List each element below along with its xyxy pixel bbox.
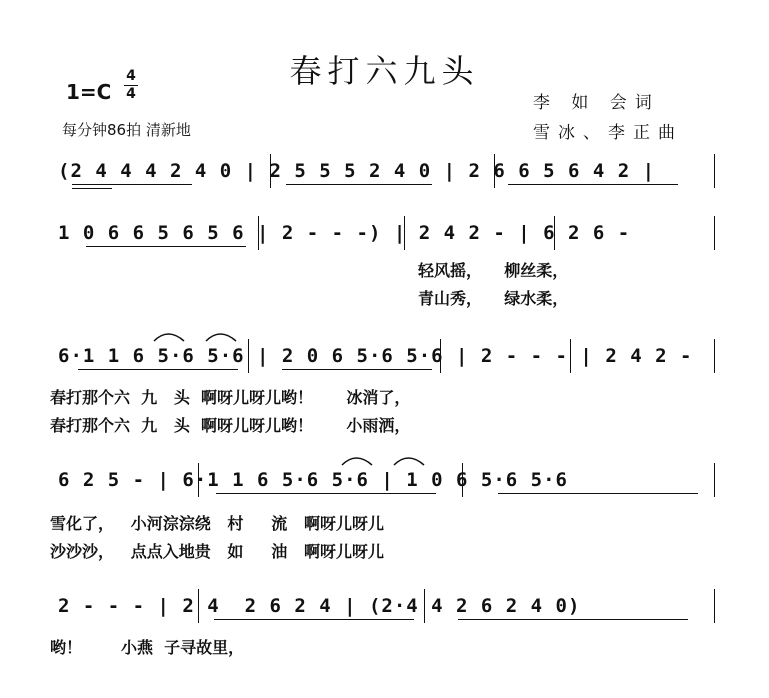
time-signature-top: 4	[126, 68, 136, 84]
barline	[714, 463, 715, 497]
underline	[286, 184, 432, 185]
underline	[216, 493, 436, 494]
notation-line: 1 0 6 6 5 6 5 6 | 2 - - -) | 2 4 2 - | 6 2 6 -	[58, 222, 631, 244]
underline	[86, 246, 246, 247]
barline	[462, 463, 463, 497]
barline	[258, 216, 259, 250]
lyric-verse-2: 春打那个六 九 头 啊呀儿呀儿哟！ 小雨洒，	[50, 416, 411, 435]
time-signature	[124, 68, 138, 103]
barline	[570, 339, 571, 373]
lyricist-credit: 李 如 会词	[533, 93, 660, 113]
barline	[404, 216, 405, 250]
barline	[714, 216, 715, 250]
score-row-4	[50, 469, 718, 561]
underline	[72, 184, 192, 185]
underline	[508, 184, 678, 185]
barline	[714, 339, 715, 373]
notation-line: 6·1 1 6 5·6 5·6 | 2 0 6 5·6 5·6 | 2 - - - | 2 4 2 -	[58, 345, 693, 367]
lyric-verse-1: 哟！ 小燕 子寻故里，	[50, 638, 245, 657]
notation-line: (2 4 4 4 2 4 0 | 2 5 5 5 2 4 0 | 2 6 6 5 6 4 2 |	[58, 160, 656, 182]
barline	[424, 589, 425, 623]
lyric-verse-2: 青山秀， 绿水柔，	[418, 289, 569, 308]
key-signature: 1=C	[66, 80, 112, 104]
lyric-verse-2: 沙沙沙， 点点入地贵 如 油 啊呀儿呀儿	[50, 542, 384, 561]
barline	[198, 463, 199, 497]
slur-marks	[150, 327, 270, 343]
barline	[270, 154, 271, 188]
lyric-verse-1: 雪化了， 小河淙淙绕 村 流 啊呀儿呀儿	[50, 514, 384, 533]
tempo-marking: 每分钟86拍 清新地	[62, 121, 191, 139]
barline	[494, 154, 495, 188]
score-row-3	[50, 345, 718, 435]
notation-line: 2 - - - | 2 4 2 6 2 4 | (2·4 4 2 6 2 4 0)	[58, 595, 581, 617]
barline	[554, 216, 555, 250]
composer-credit: 雪冰、李正曲	[533, 123, 683, 143]
lyric-verse-1: 轻风摇， 柳丝柔，	[418, 261, 569, 280]
song-title: 春打六九头	[289, 52, 480, 90]
underline-double	[72, 188, 112, 189]
score-row-1	[58, 160, 718, 182]
underline	[78, 369, 238, 370]
barline	[440, 339, 441, 373]
lyric-verse-1: 春打那个六 九 头 啊呀儿呀儿哟！ 冰消了，	[50, 388, 411, 407]
barline	[248, 339, 249, 373]
barline	[714, 589, 715, 623]
barline	[714, 154, 715, 188]
underline	[498, 493, 698, 494]
underline	[458, 619, 688, 620]
score-row-2	[58, 222, 718, 308]
slur-marks	[338, 451, 458, 467]
time-signature-bottom: 4	[124, 85, 138, 103]
score-row-5	[50, 595, 718, 657]
barline	[198, 589, 199, 623]
notation-line: 6 2 5 - | 6·1 1 6 5·6 5·6 | 1 0 6 5·6 5·6	[58, 469, 568, 491]
underline	[282, 369, 432, 370]
underline	[214, 619, 414, 620]
